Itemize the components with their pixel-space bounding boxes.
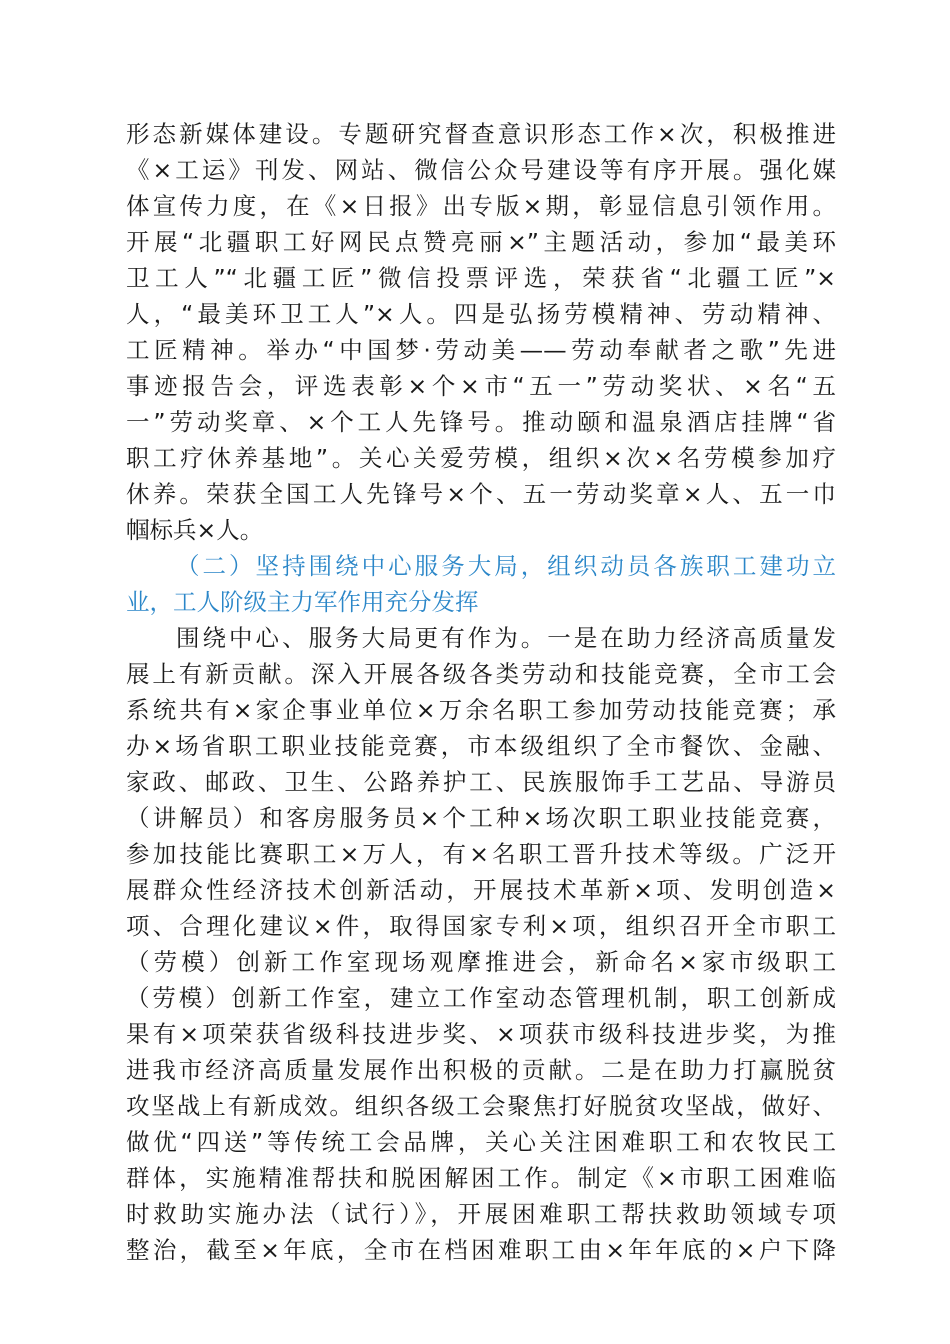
text-line: 做优“四送”等传统工会品牌，关心关注困难职工和农牧民工 (126, 1128, 836, 1156)
text-line: 工匠精神。举办“中国梦·劳动美——劳动奉献者之歌”先进 (126, 336, 836, 364)
text-line: 参加技能比赛职工×万人，有×名职工晋升技术等级。广泛开 (126, 840, 836, 868)
text-line: 时救助实施办法（试行）》，开展困难职工帮扶救助领域专项 (126, 1200, 836, 1228)
text-line: 卫工人”“北疆工匠”微信投票评选，荣获省“北疆工匠”× (126, 264, 836, 292)
text-line: 形态新媒体建设。专题研究督查意识形态工作×次，积极推进 (126, 120, 836, 148)
text-line: 群体，实施精准帮扶和脱困解困工作。制定《×市职工困难临 (126, 1164, 836, 1192)
text-line: 围绕中心、服务大局更有作为。一是在助力经济高质量发 (176, 624, 836, 652)
text-line: 人，“最美环卫工人”×人。四是弘扬劳模精神、劳动精神、 (126, 300, 836, 328)
section-heading: （二）坚持围绕中心服务大局，组织动员各族职工建功立 (176, 552, 836, 580)
text-line: 休养。荣获全国工人先锋号×个、五一劳动奖章×人、五一巾 (126, 480, 836, 508)
text-line: 开展“北疆职工好网民点赞亮丽×”主题活动，参加“最美环 (126, 228, 836, 256)
text-line: 家政、邮政、卫生、公路养护工、民族服饰手工艺品、导游员 (126, 768, 836, 796)
text-line: 攻坚战上有新成效。组织各级工会聚焦打好脱贫攻坚战，做好、 (126, 1092, 836, 1120)
text-line: 项、合理化建议×件，取得国家专利×项，组织召开全市职工 (126, 912, 836, 940)
text-line: 帼标兵×人。 (126, 516, 264, 544)
text-line: （讲解员）和客房服务员×个工种×场次职工职业技能竞赛， (126, 804, 836, 832)
text-line: 展上有新贡献。深入开展各级各类劳动和技能竞赛，全市工会 (126, 660, 836, 688)
text-line: 《×工运》刊发、网站、微信公众号建设等有序开展。强化媒 (126, 156, 836, 184)
text-line: （劳模）创新工作室现场观摩推进会，新命名×家市级职工 (126, 948, 836, 976)
text-line: 展群众性经济技术创新活动，开展技术革新×项、发明创造× (126, 876, 836, 904)
text-line: （劳模）创新工作室，建立工作室动态管理机制，职工创新成 (126, 984, 836, 1012)
text-line: 事迹报告会，评选表彰×个×市“五一”劳动奖状、×名“五 (126, 372, 836, 400)
text-line: 果有×项荣获省级科技进步奖、×项获市级科技进步奖，为推 (126, 1020, 836, 1048)
section-heading: 业，工人阶级主力军作用充分发挥 (126, 588, 479, 616)
text-line: 进我市经济高质量发展作出积极的贡献。二是在助力打赢脱贫 (126, 1056, 836, 1084)
text-line: 办×场省职工职业技能竞赛，市本级组织了全市餐饮、金融、 (126, 732, 836, 760)
text-line: 体宣传力度，在《×日报》出专版×期，彰显信息引领作用。 (126, 192, 836, 220)
text-line: 整治，截至×年底，全市在档困难职工由×年年底的×户下降 (126, 1236, 836, 1264)
text-line: 系统共有×家企事业单位×万余名职工参加劳动技能竞赛；承 (126, 696, 836, 724)
text-line: 一”劳动奖章、×个工人先锋号。推动颐和温泉酒店挂牌“省 (126, 408, 836, 436)
text-line: 职工疗休养基地”。关心关爱劳模，组织×次×名劳模参加疗 (126, 444, 836, 472)
